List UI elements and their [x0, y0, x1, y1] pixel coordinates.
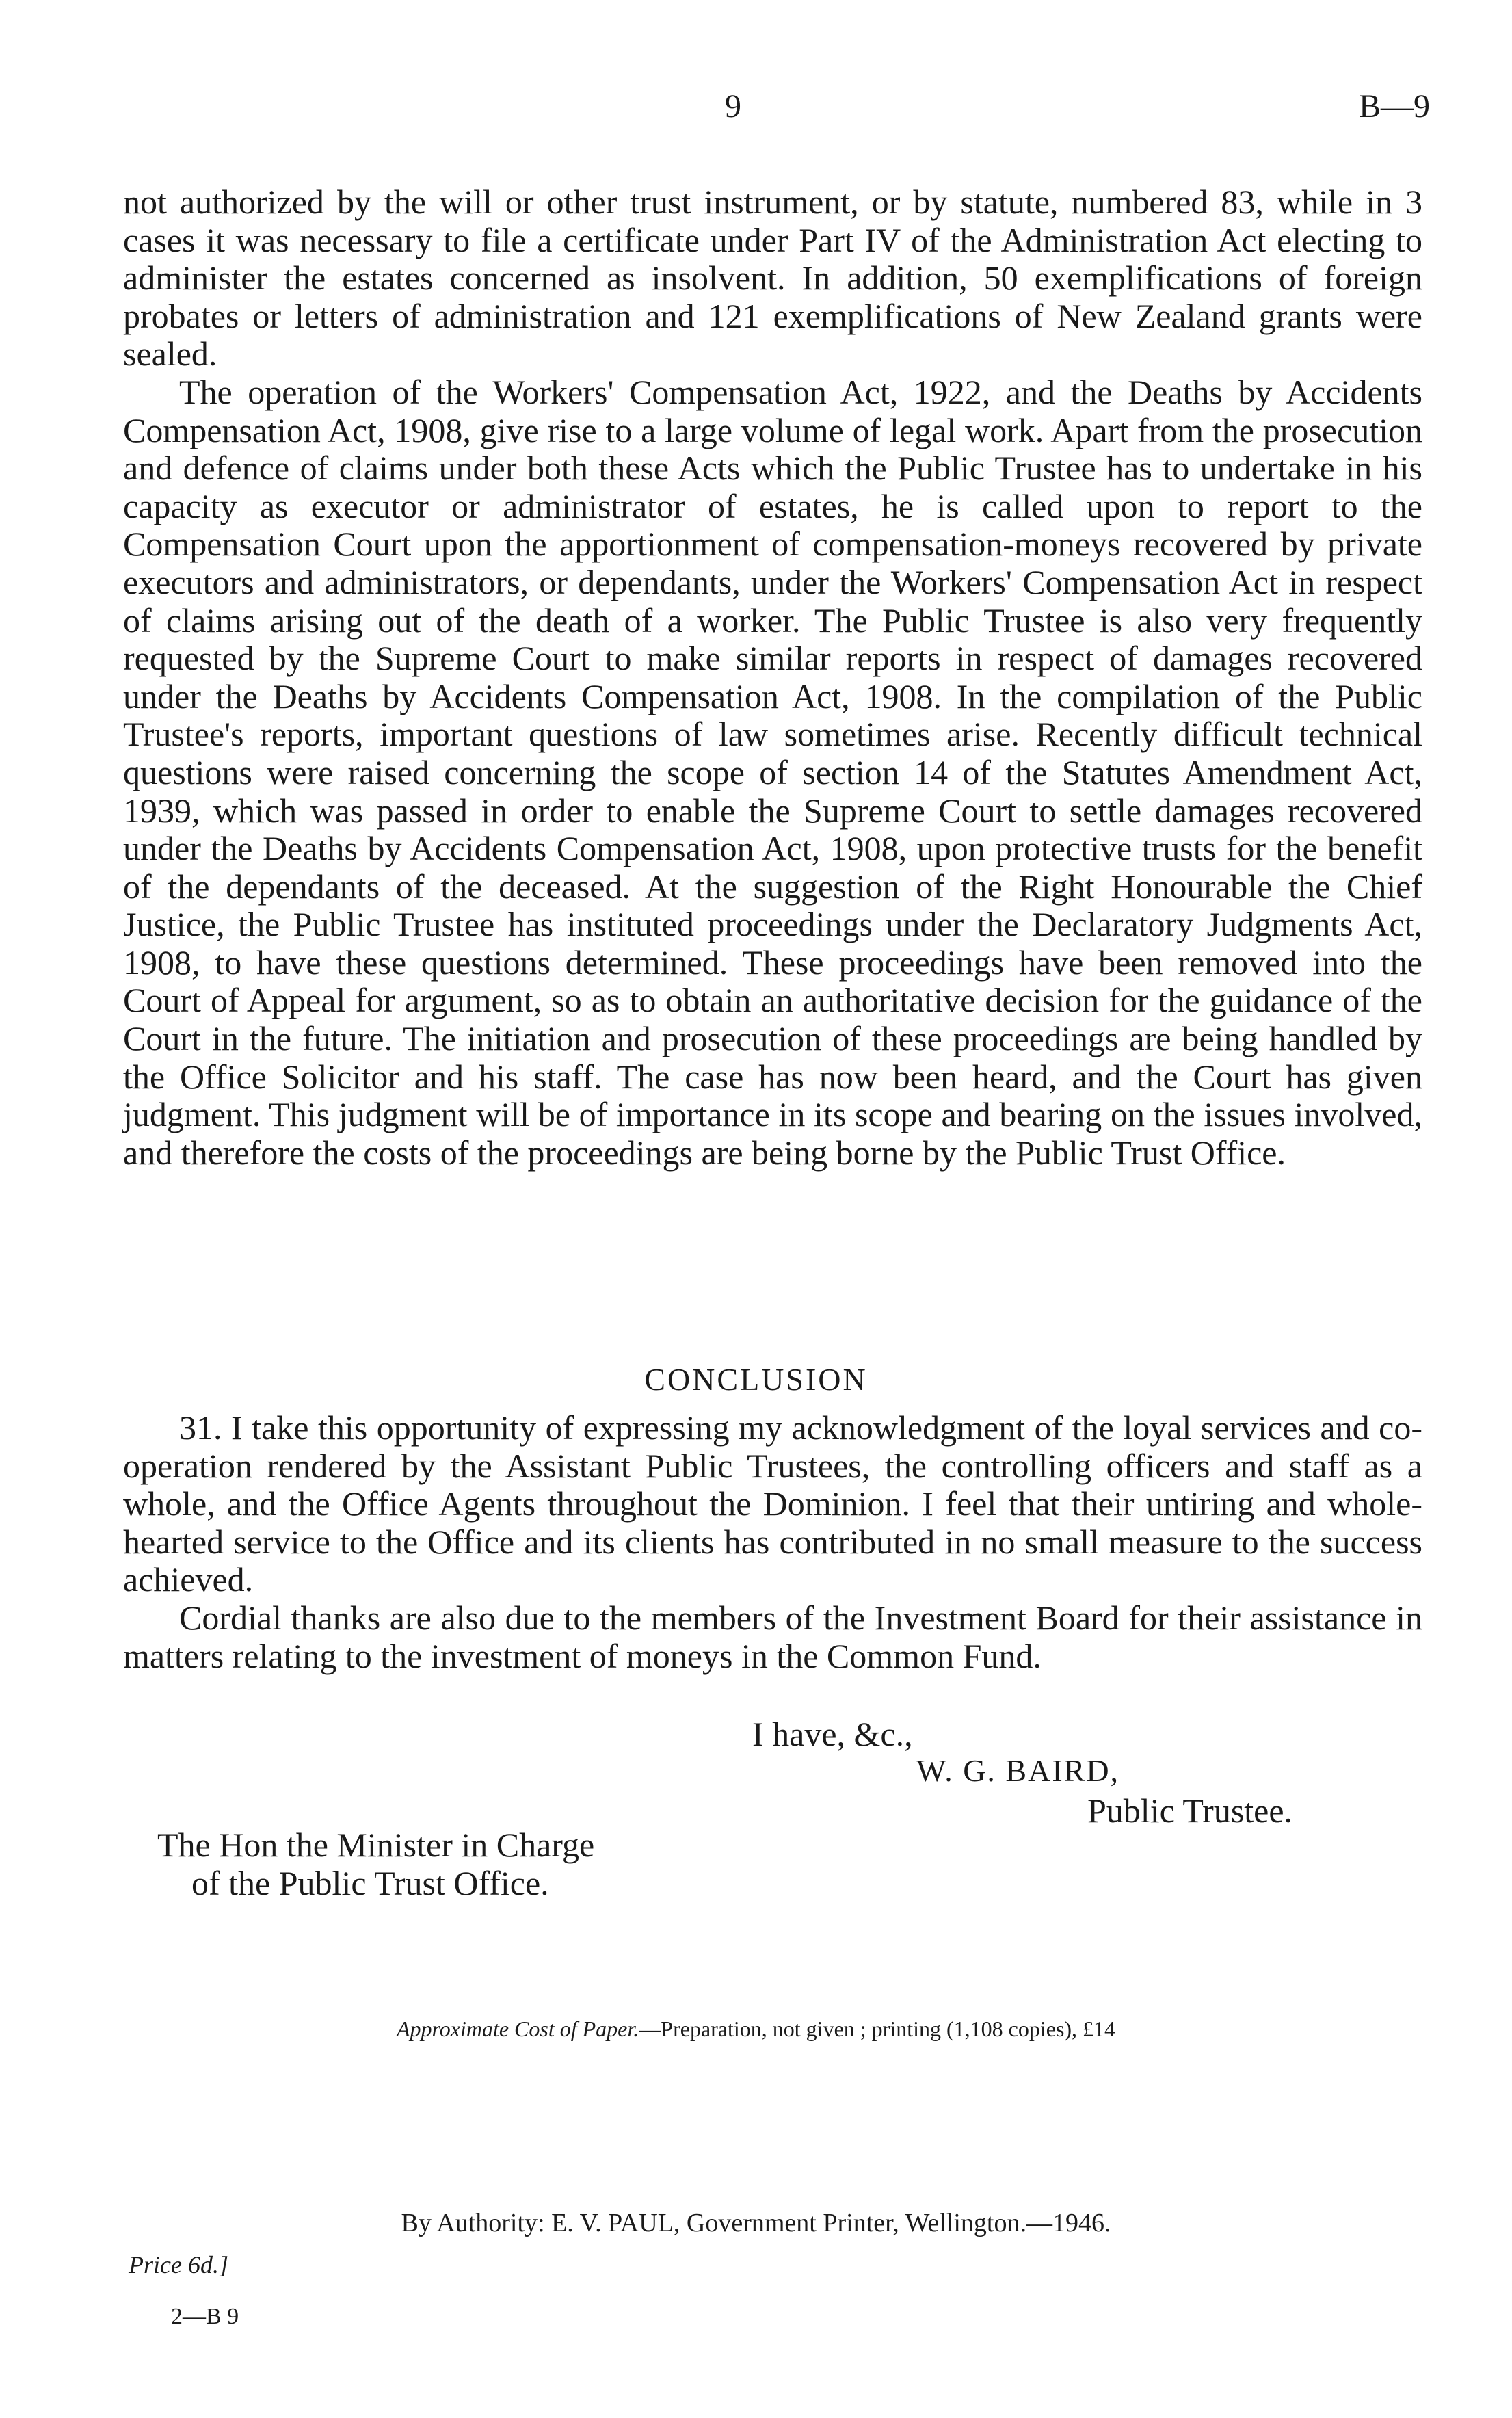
paragraph-thanks: Cordial thanks are also due to the members of the Investment Board for their assistance in matters relating to the investment of moneys in the Common Fund.	[123, 1598, 1422, 1675]
printer-authority: By Authority: E. V. PAUL, Government Printer, Wellington.—1946.	[401, 2209, 1111, 2237]
price	[129, 2250, 228, 2279]
signature-title: Public Trustee.	[1087, 1791, 1293, 1830]
cost-detail: —Preparation, not given ; printing (1,108 copies), £14	[639, 2016, 1116, 2041]
page-number: 9	[725, 88, 741, 124]
cost-label: Approximate Cost of Paper.	[396, 2016, 639, 2041]
paragraph-compensation-acts: The operation of the Workers' Compensation Act, 1922, and the Deaths by Accidents Compensation Act, 1908, give rise to a large volume of legal work. Apart from the prosecution and defence of claims under both these Acts which the Public Trustee has to undertake in his capacity as executor or administrator of estates, he is called upon to report to the Compensation Court upon the apportionment of compensation-moneys recovered by private executors and administrators, or dependants, under the Workers' Compensation Act in respect of claims arising out of the death of a worker. The Public Trustee is also very frequently requested by the Supreme Court to make similar reports in respect of damages recovered under the Deaths by Accidents Compensation Act, 1908. In the compilation of the Public Trustee's reports, important questions of law sometimes arise. Recently difficult technical questions were raised concerning the scope of section 14 of the Statutes Amendment Act, 1939, which was passed in order to enable the Supreme Court to settle damages recovered under the Deaths by Accidents Compensation Act, 1908, upon protective trusts for the benefit of the dependants of the deceased. At the suggestion of the Right Honourable the Chief Justice, the Public Trustee has instituted proceedings under the Declaratory Judgments Act, 1908, to have these questions determined. These proceedings have been removed into the Court of Appeal for argument, so as to obtain an authoritative decision for the guidance of the Court in the future. The initiation and prosecution of these proceedings are being handled by the Office Solicitor and his staff. The case has now been heard, and the Court has given judgment. This judgment will be of importance in its scope and bearing on the issues involved, and therefore the costs of the proceedings are being borne by the Public Trust Office.	[123, 372, 1422, 1172]
page-reference: B—9	[1358, 88, 1430, 124]
print-code: 2—B 9	[171, 2304, 239, 2329]
price-text: Price 6d.]	[129, 2251, 228, 2278]
addressee	[157, 1826, 594, 1902]
paragraph-continuation: not authorized by the will or other trust instrument, or by statute, numbered 83, while in 3 cases it was necessary to file a certificate under Part IV of the Administration Act electing to administer the estates concerned as insolvent. In addition, 50 exemplifications of foreign probates or letters of administration and 121 exemplifications of New Zealand grants were sealed.	[123, 183, 1422, 373]
body-text	[123, 183, 1422, 1172]
section-heading-conclusion: CONCLUSION	[644, 1362, 868, 1397]
signature-name: W. G. BAIRD,	[916, 1753, 1120, 1788]
addressee-line-2: of the Public Trust Office.	[191, 1863, 549, 1902]
cost-note	[0, 2016, 1512, 2042]
signature-greeting: I have, &c.,	[752, 1715, 913, 1753]
paragraph-31: 31. I take this opportunity of expressing my acknowledgment of the loyal services and co-operation rendered by the Assistant Public Trustees, the controlling officers and staff as a whole, and the Office Agents throughout the Dominion. I feel that their untiring and whole-hearted service to the Office and its clients has contributed in no small measure to the success achieved.	[123, 1408, 1422, 1599]
conclusion-text	[123, 1409, 1422, 1675]
addressee-line-1: The Hon the Minister in Charge	[157, 1826, 595, 1864]
